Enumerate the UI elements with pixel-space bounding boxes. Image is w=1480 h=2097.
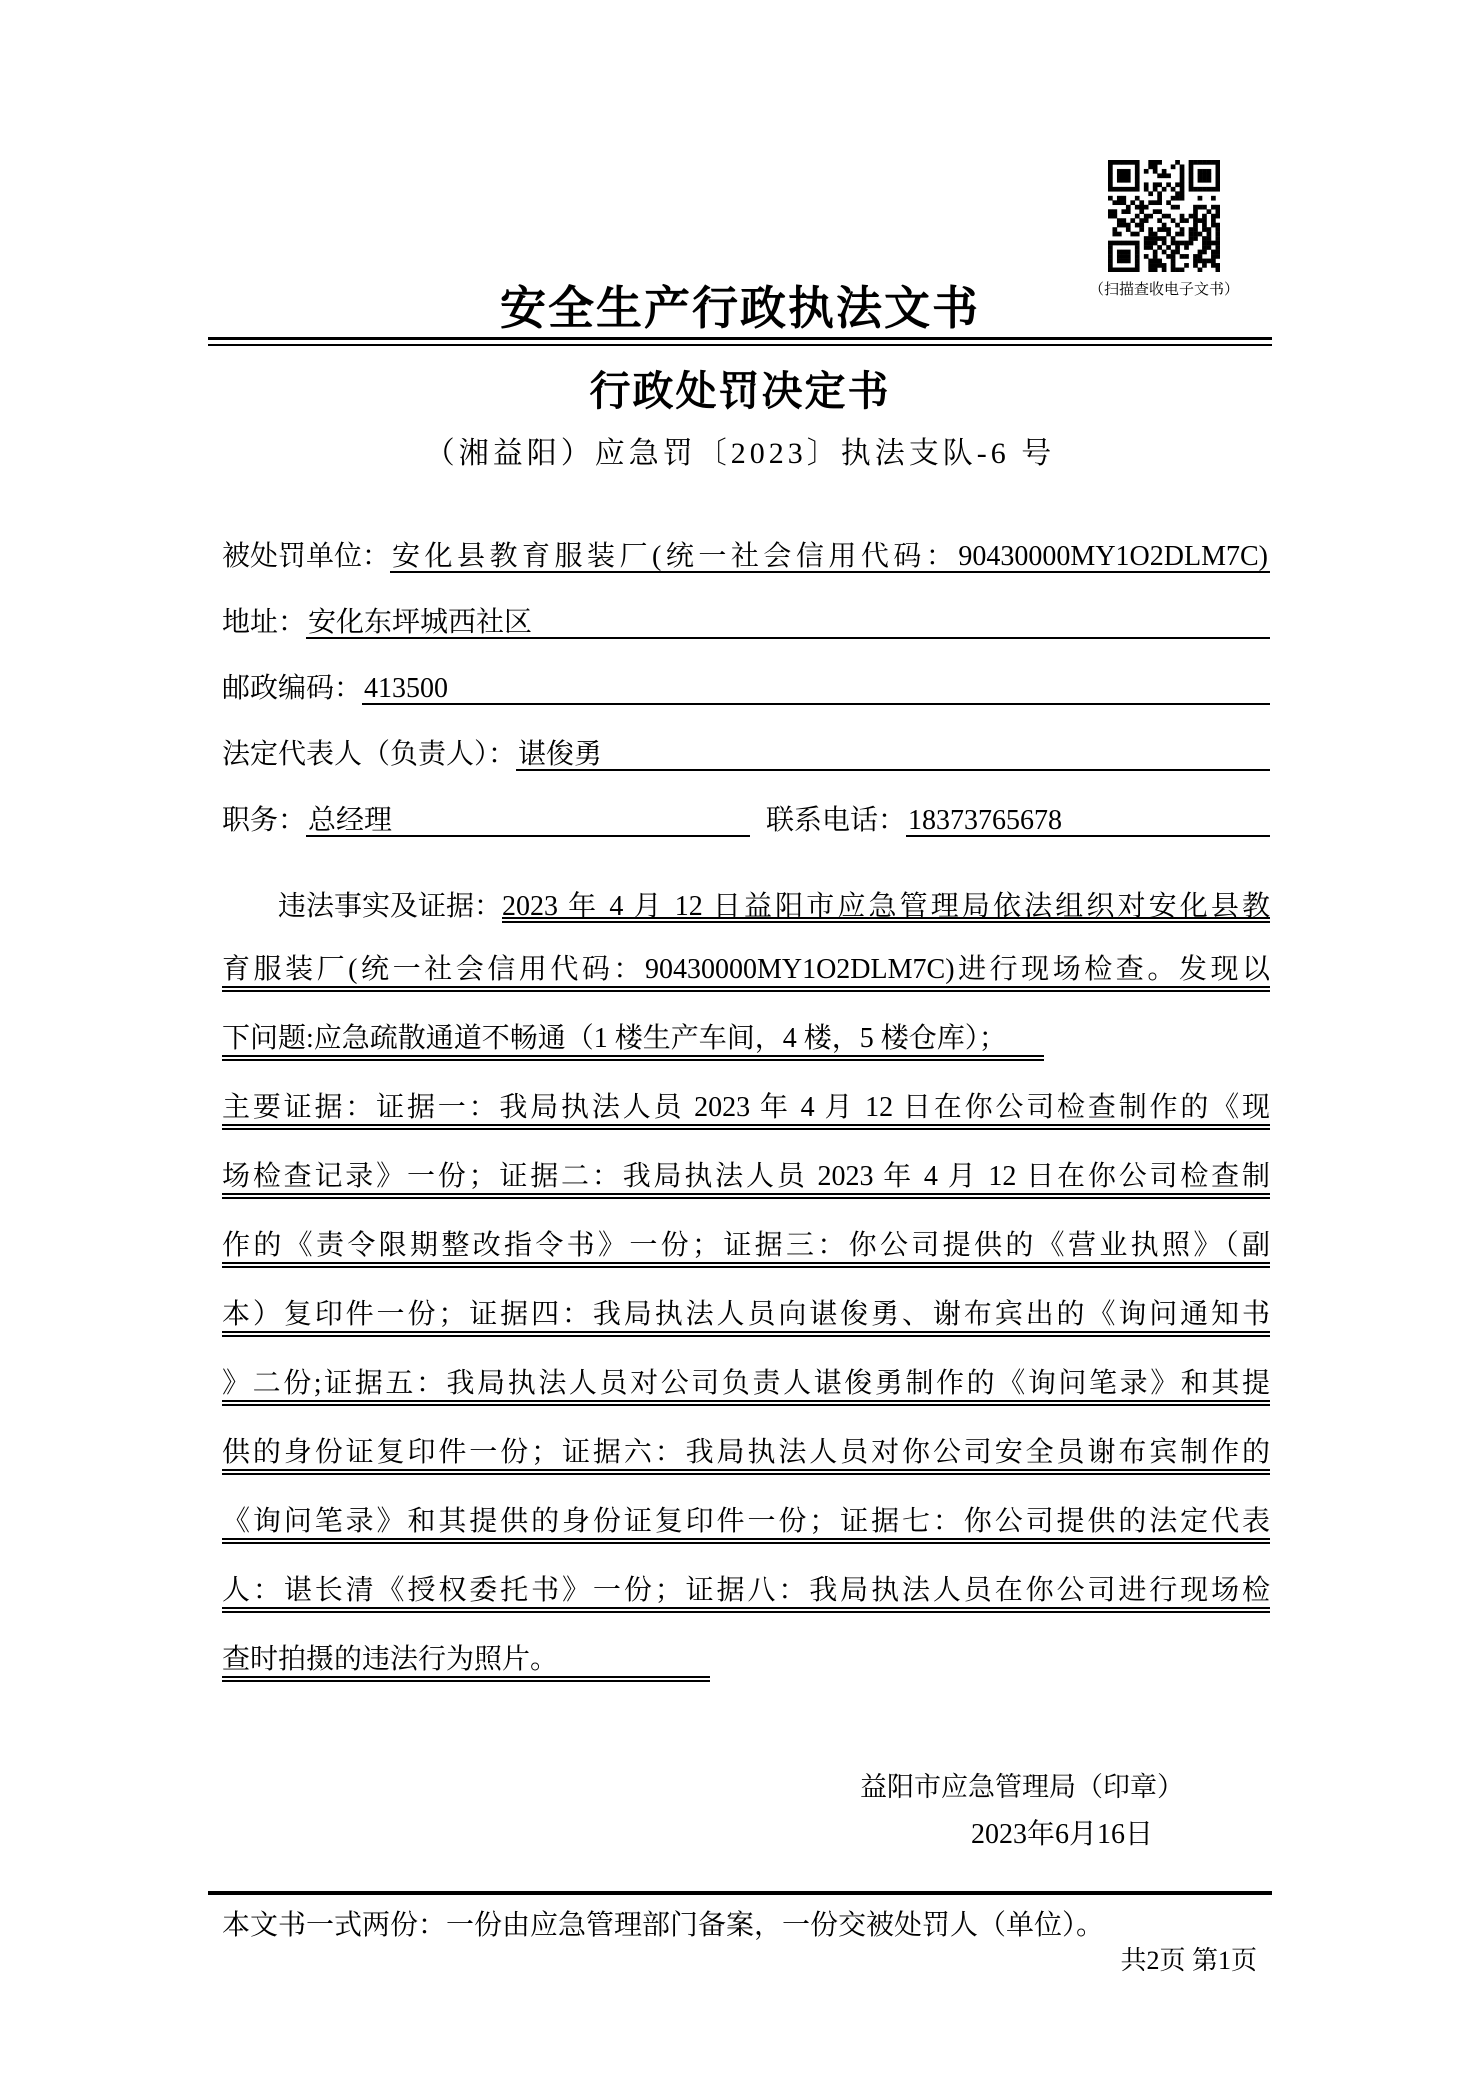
field-label: 联系电话： (766, 805, 907, 836)
paragraph-line: 下问题:应急疏散通道不畅通（1 楼生产车间，4 楼，5 楼仓库）； (222, 1023, 1044, 1061)
title-divider (208, 337, 1272, 346)
paragraph-text: 2023 年 4 月 12 日益阳市应急管理局依法组织对安化县教 (502, 891, 1270, 922)
field-value: 总经理 (306, 805, 750, 837)
field-value: 谌俊勇 (516, 739, 1270, 771)
paragraph-line: 场检查记录》一份；证据二：我局执法人员 2023 年 4 月 12 日在你公司检查制 (222, 1161, 1270, 1199)
field-legal-representative (222, 739, 1270, 771)
facts-label: 违法事实及证据： (278, 891, 503, 922)
field-label: 法定代表人（负责人）： (222, 739, 517, 770)
field-address (222, 607, 1270, 639)
field-value: 18373765678 (906, 805, 1270, 837)
document-number: （湘益阳）应急罚〔2023〕执法支队-6 号 (424, 437, 1056, 470)
facts-and-evidence-paragraph (222, 891, 1270, 1713)
paragraph-line (222, 891, 1270, 923)
paragraph-line: 本）复印件一份；证据四：我局执法人员向谌俊勇、谢布宾出的《询问通知书 (222, 1299, 1270, 1337)
paragraph-line: 作的《责令限期整改指令书》一份；证据三：你公司提供的《营业执照》（副 (222, 1230, 1270, 1268)
document-category-title: 安全生产行政执法文书 (500, 283, 980, 334)
footer-divider (208, 1891, 1272, 1895)
field-label: 被处罚单位： (222, 541, 391, 572)
field-position-and-phone (222, 805, 1270, 837)
field-label: 地址： (222, 607, 307, 638)
qr-caption: （扫描查收电子文书） (1088, 282, 1239, 298)
qr-code-icon (1108, 160, 1220, 272)
document-title: 行政处罚决定书 (589, 368, 891, 414)
field-value: 安化东坪城西社区 (306, 607, 1270, 639)
issuing-authority: 益阳市应急管理局（印章） (860, 1772, 1184, 1802)
field-penalized-unit (222, 541, 1270, 573)
field-postal-code (222, 673, 1270, 705)
page-number: 共2页 第1页 (1120, 1946, 1257, 1975)
issue-date: 2023年6月16日 (970, 1819, 1153, 1850)
paragraph-line: 育服装厂(统一社会信用代码：90430000MY1O2DLM7C)进行现场检查。发现以 (222, 954, 1270, 992)
field-label: 职务： (222, 805, 307, 836)
paragraph-line: 供的身份证复印件一份；证据六：我局执法人员对你公司安全员谢布宾制作的 (222, 1437, 1270, 1475)
paragraph-line: 查时拍摄的违法行为照片。 (222, 1644, 710, 1682)
field-value: 413500 (362, 673, 1270, 705)
paragraph-line: 《询问笔录》和其提供的身份证复印件一份；证据七：你公司提供的法定代表 (222, 1506, 1270, 1544)
paragraph-line: 人：谌长清《授权委托书》一份；证据八：我局执法人员在你公司进行现场检 (222, 1575, 1270, 1613)
footer-note: 本文书一式两份：一份由应急管理部门备案，一份交被处罚人（单位）。 (222, 1910, 1105, 1941)
field-label: 邮政编码： (222, 673, 363, 704)
field-value: 安化县教育服装厂(统一社会信用代码：90430000MY1O2DLM7C) (392, 541, 1268, 572)
paragraph-line: 主要证据：证据一：我局执法人员 2023 年 4 月 12 日在你公司检查制作的《现 (222, 1092, 1270, 1130)
paragraph-line: 》二份;证据五：我局执法人员对公司负责人谌俊勇制作的《询问笔录》和其提 (222, 1368, 1270, 1406)
form-fields (222, 541, 1270, 871)
field-gap (750, 805, 766, 837)
